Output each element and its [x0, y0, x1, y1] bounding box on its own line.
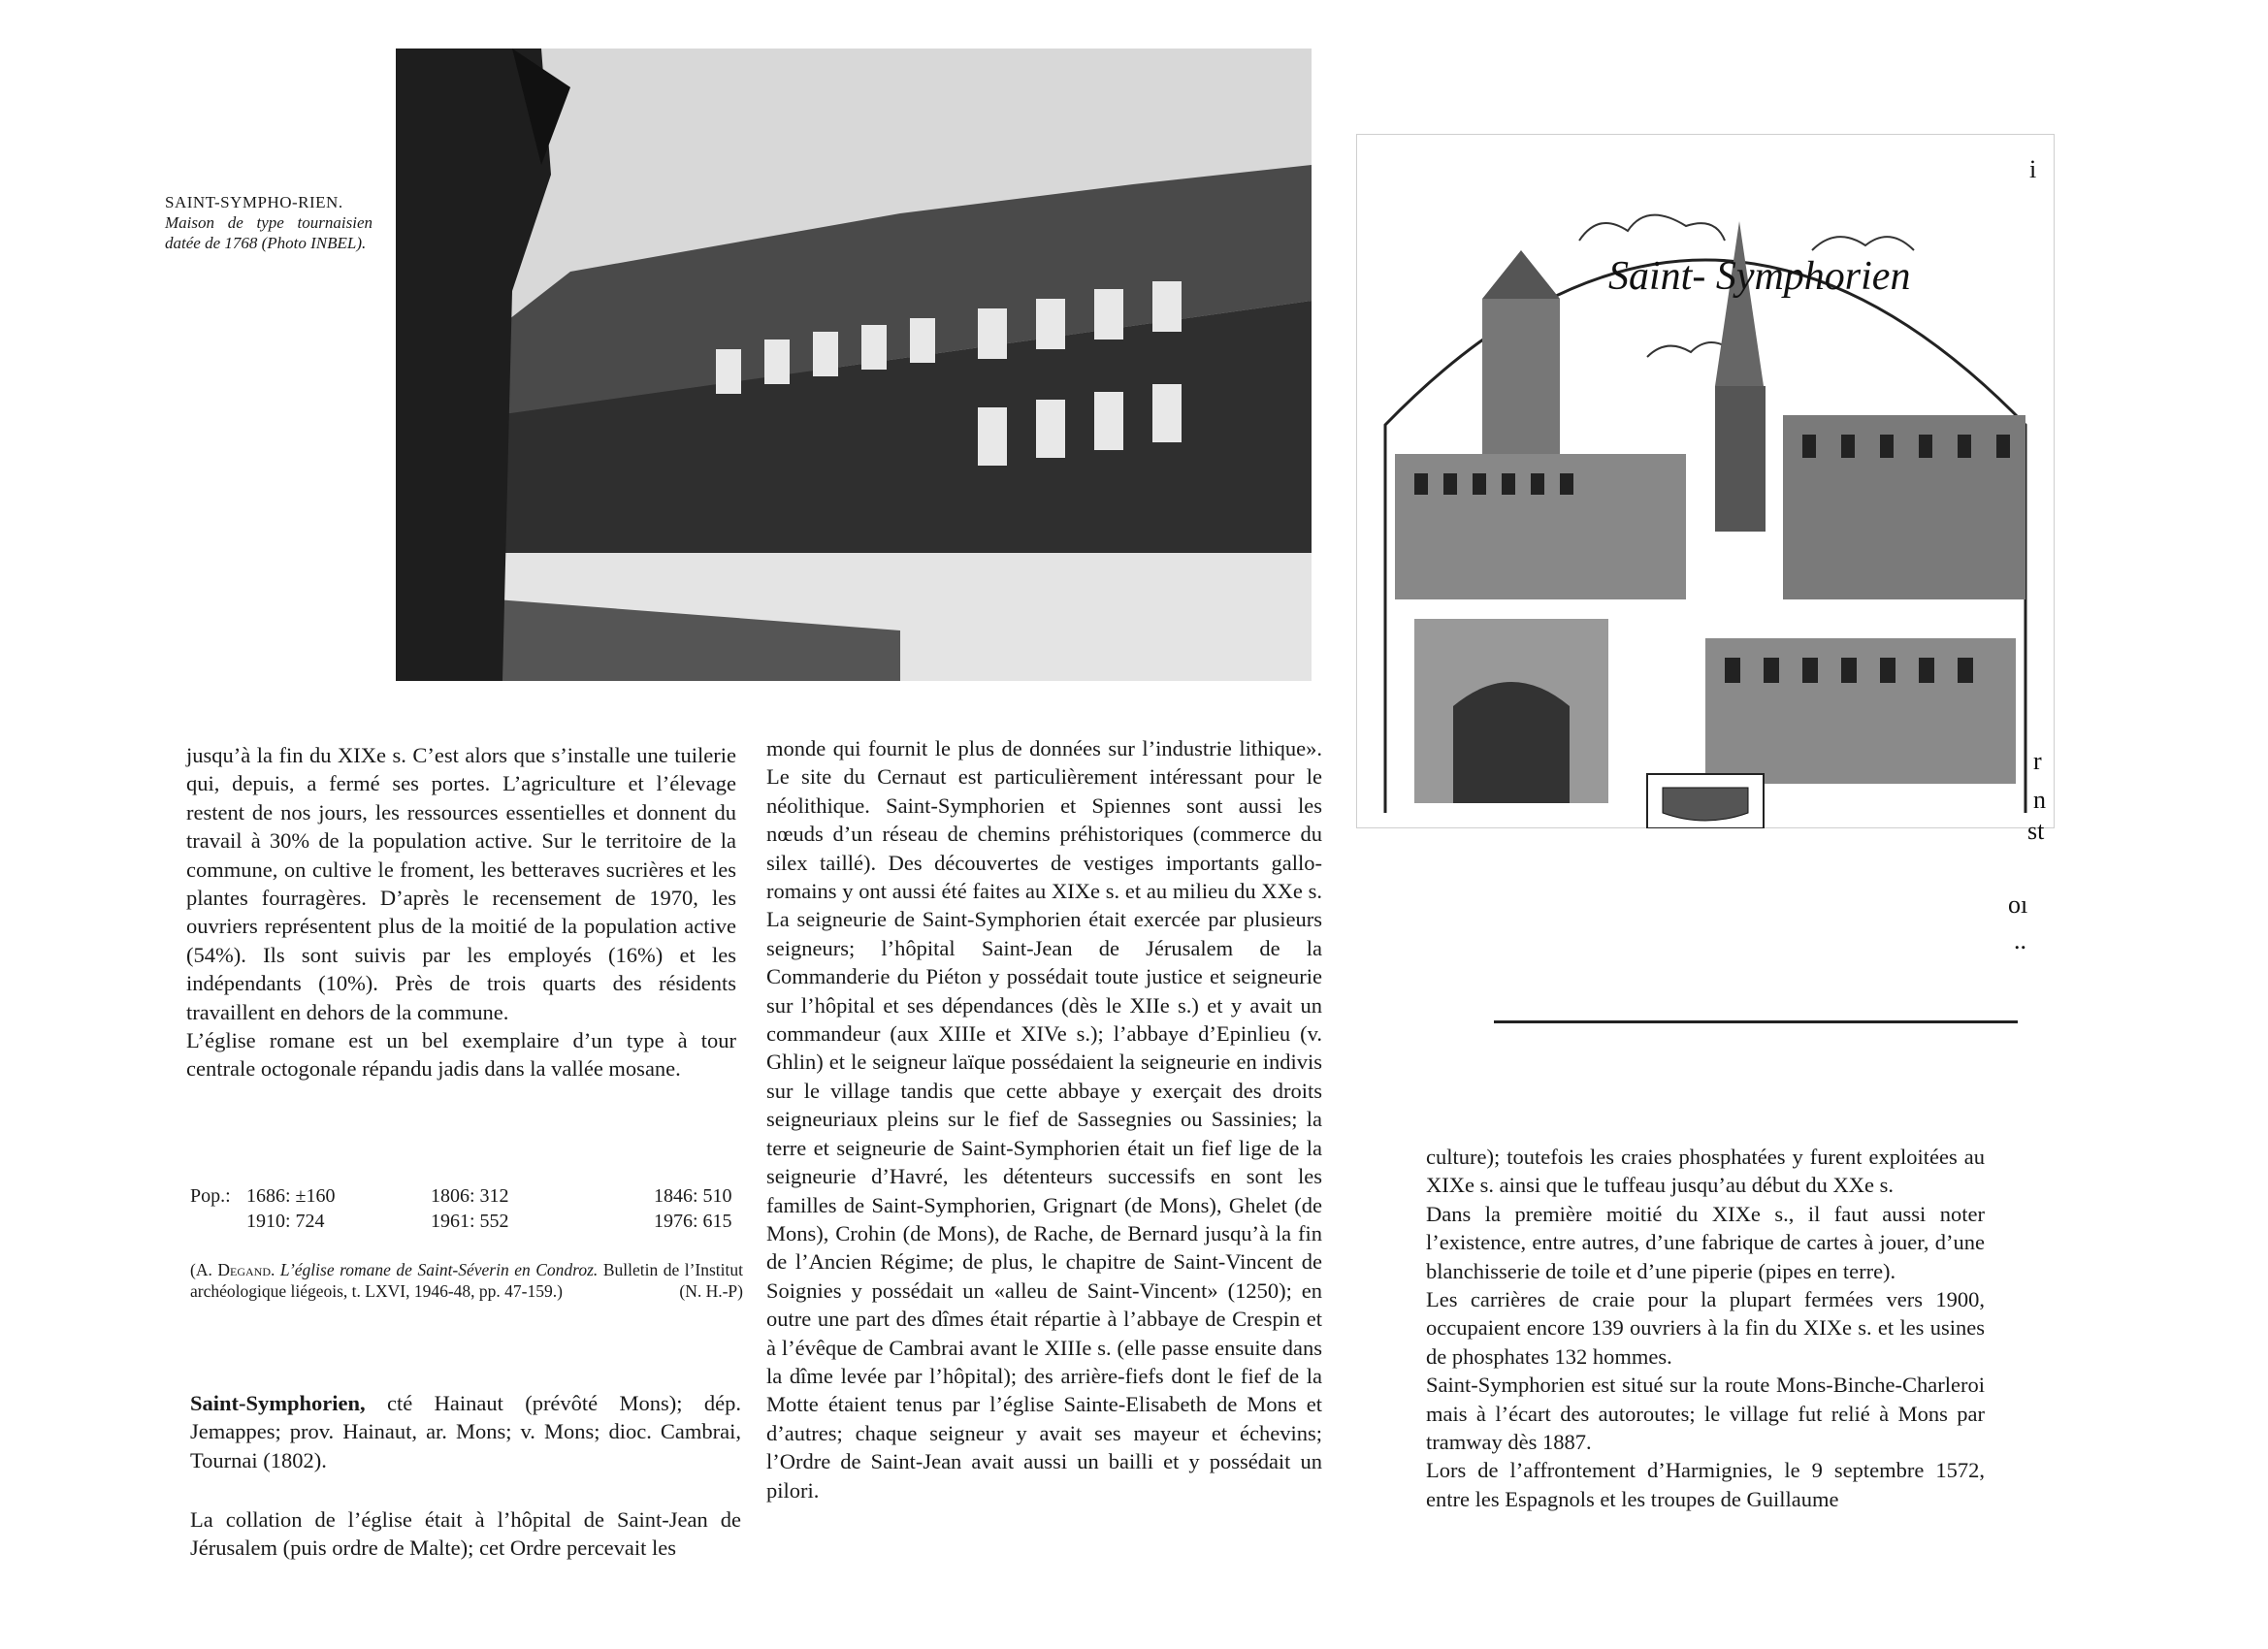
photo-caption: [165, 192, 373, 253]
caption-title: SAINT-SYMPHO-RIEN.: [165, 193, 343, 211]
population-cell: 1976: 615: [654, 1211, 732, 1232]
column-3-paragraph: Dans la première moitié du XIXe s., il faut aussi noter l’existence, entre autres, d’une fabrique de cartes à jouer, d’une blanchisserie de toile et d’une piperie (pipes en terre).: [1426, 1201, 1985, 1283]
population-row: [190, 1209, 743, 1234]
population-label: Pop.:: [190, 1185, 231, 1207]
population-cell: 1961: 552: [431, 1211, 509, 1232]
population-cell: 1806: 312: [431, 1185, 509, 1207]
collation-paragraph: [190, 1505, 741, 1563]
column-2: [766, 734, 1322, 1504]
margin-fragment: st: [2027, 817, 2045, 845]
divider-line: [1494, 1020, 2018, 1023]
entry-details: cté Hainaut (prévôté Mons); dép. Jemappes; prov. Hainaut, ar. Mons; v. Mons; dioc. Cambrai, Tournai (1802).: [190, 1391, 741, 1472]
caption-text: Maison de type tournaisien datée de 1768 (Photo INBEL).: [165, 213, 373, 252]
column-3-paragraph: culture); toutefois les craies phosphatées y furent exploitées au XIXe s. ainsi que le tuffeau jusqu’au début du XXe s.: [1426, 1145, 1985, 1198]
bibliography-details: Bulletin de l’Institut archéologique liégeois, t. LXVI, 1946-48, pp. 47-159.): [190, 1260, 744, 1301]
illustration-banner: Saint- Symphorien: [1608, 254, 1911, 299]
margin-fragment: r: [2033, 747, 2042, 775]
village-illustration: [1356, 134, 2055, 828]
column-1-paragraph: L’église romane est un bel exemplaire d’un type à tour centrale octogonale répandu jadis dans la vallée mosane.: [186, 1028, 736, 1082]
house-photograph: [396, 48, 1312, 681]
margin-fragment: i: [2029, 155, 2037, 183]
column-3-paragraph: Saint-Symphorien est situé sur la route Mons-Binche-Charleroi mais à l’écart des autoroutes; le village fut relié à Mons par tramway dès 1887.: [1426, 1373, 1985, 1455]
entry-name: Saint-Symphorien,: [190, 1391, 366, 1415]
margin-fragment: n: [2033, 786, 2046, 814]
bibliography-title: L’église romane de Saint-Séverin en Condroz.: [279, 1260, 599, 1279]
bibliography-open: (: [190, 1260, 196, 1279]
population-cell: 1846: 510: [654, 1185, 732, 1207]
column-2-text: monde qui fournit le plus de données sur l’industrie lithique». Le site du Cernaut est particulièrement intéressant pour le néolithique. Saint-Symphorien et Spiennes sont aussi les nœuds d’un réseau de chemins préhistoriques (commerce du silex taillé). Des découvertes de vestiges importants gallo-romains y ont aussi été faites au XIXe s. et au milieu du XXe s. La seigneurie de Saint-Symphorien était exercée par plusieurs seigneurs; l’hôpital Saint-Jean de Jérusalem de la Commanderie du Piéton y possédait toute justice et seigneurie sur l’hôpital et ses dépendances (dès le XIIe s.) et y avait un commandeur (aux XIIIe et XIVe s.); l’abbaye d’Epinlieu (v. Ghlin) et le seigneur laïque possédaient la seigneurie en indivis sur le village tandis que cette abbaye y exerçait des droits seigneuriaux pleins sur le fief de Sassegnies ou Sassinies; la terre et seigneurie de Saint-Symphorien était un fief lige de la seigneurie d’Havré, les détenteurs successifs en sont les familles de Saint-Symphorien, Grignart (de Mons), Ghelet (de Mons), Crohin (de Mons), de Rache, de Bernard jusqu’à la fin de l’Ancien Régime; de plus, le chapitre de Saint-Vincent de Soignies y possédait un «alleu de Saint-Vincent» (1250); en outre une part des dîmes était répartie à l’abbaye de Crespin et à l’évêque de Cambrai avant le XIIIe s. (elle passe ensuite dans la dîme levée par l’hôpital); des arrière-fiefs dont le fief de la Motte étaient tenus par l’église Sainte-Elisabeth de Mons et d’autres; chaque seigneur y avait ses mayeur et échevins; l’Ordre de Saint-Jean avait aussi un bailli et y possédait un pilori.: [766, 736, 1322, 1503]
entry-heading: [190, 1389, 741, 1474]
column-3-paragraph: Lors de l’affrontement d’Harmignies, le 9 septembre 1572, entre les Espagnols et les troupes de Guillaume: [1426, 1458, 1985, 1511]
bibliography-author: A. Degand.: [195, 1260, 275, 1279]
column-1-paragraph: jusqu’à la fin du XIXe s. C’est alors que s’installe une tuilerie qui, depuis, a fermé ses portes. L’agriculture et l’élevage restent de nos jours, les ressources essentielles et donnent du travail à 30% de la population active. Sur le territoire de la commune, on cultive le froment, les betteraves sucrières et les plantes fourragères. D’après le recensement de 1970, les ouvriers représentent plus de la moitié de la population active (54%). Ils sont suivis par les employés (16%) et les indépendants (10%). Près de trois quarts des résidents travaillent en dehors de la commune.: [186, 743, 736, 1024]
population-row: [190, 1183, 743, 1209]
margin-fragment: ..: [2014, 926, 2026, 954]
population-cell: 1686: ±160: [246, 1185, 336, 1207]
house-photo-graphic: [396, 48, 1312, 681]
margin-fragment: oı: [2008, 890, 2028, 919]
column-3: [1426, 1143, 1985, 1513]
village-drawing: [1356, 134, 2055, 828]
bibliography-note: [190, 1259, 743, 1302]
column-3-paragraph: Les carrières de craie pour la plupart fermées vers 1900, occupaient encore 139 ouvriers à la fin du XIXe s. et les usines de phosphates 132 hommes.: [1426, 1287, 1985, 1369]
column-1: [186, 741, 736, 1083]
population-table: [190, 1183, 743, 1234]
population-cell: 1910: 724: [246, 1211, 325, 1232]
bibliography-initials: (N. H.-P): [679, 1281, 743, 1301]
collation-text: La collation de l’église était à l’hôpital de Saint-Jean de Jérusalem (puis ordre de Malte); cet Ordre percevait les: [190, 1507, 741, 1561]
